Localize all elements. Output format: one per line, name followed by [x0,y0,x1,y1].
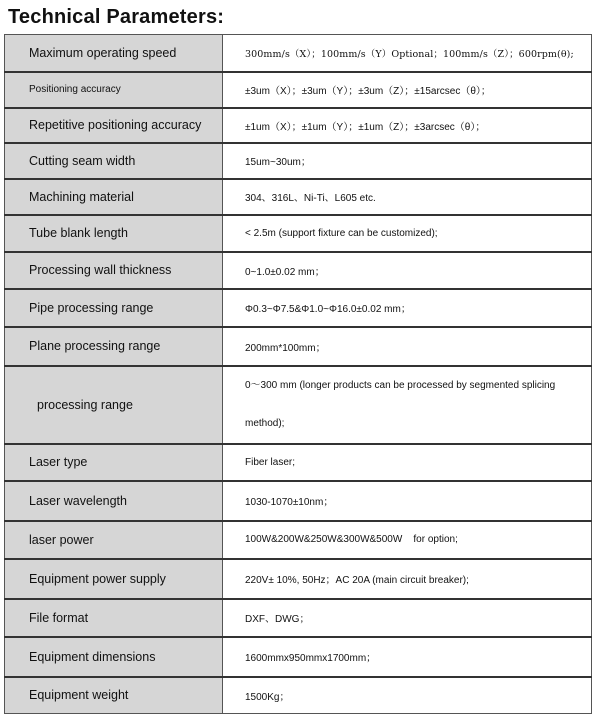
param-value: 220V± 10%, 50Hz；AC 20A (main circuit breaker); [223,559,592,599]
table-row [5,289,592,327]
param-label: Positioning accuracy [5,72,223,108]
table-row [5,327,592,366]
param-value: Φ0.3~Φ7.5&Φ1.0~Φ16.0±0.02 mm； [223,289,592,327]
table-row [5,108,592,143]
param-label: Pipe processing range [5,289,223,327]
param-value: ±1um（X）；±1um（Y）；±1um（Z）；±3arcsec（θ）； [223,108,592,143]
table-row [5,599,592,637]
param-label: File format [5,599,223,637]
table-row [5,559,592,599]
table-row [5,481,592,521]
param-value: 100W&200W&250W&300W&500W for option; [223,521,592,559]
param-value: ±3um（X）；±3um（Y）；±3um（Z）；±15arcsec（θ）； [223,72,592,108]
param-value: 0~1.0±0.02 mm； [223,252,592,289]
param-value: Fiber laser; [223,444,592,481]
param-label: processing range [5,366,223,444]
table-row [5,35,592,72]
param-value: 1600mmx950mmx1700mm； [223,637,592,677]
param-value: 200mm*100mm； [223,327,592,366]
param-value: < 2.5m (support fixture can be customized); [223,215,592,252]
table-row [5,252,592,289]
table-row [5,215,592,252]
param-value: 1030-1070±10nm； [223,481,592,521]
param-label: Laser type [5,444,223,481]
table-row [5,677,592,714]
param-label: Machining material [5,179,223,215]
param-label: Laser wavelength [5,481,223,521]
param-label: Tube blank length [5,215,223,252]
parameters-table [4,34,592,714]
param-value: 0～300 mm (longer products can be processed by segmented splicing method); [223,366,592,444]
param-label: Cutting seam width [5,143,223,179]
param-label: Processing wall thickness [5,252,223,289]
param-value: 300mm/s（X）；100mm/s（Y）Optional；100mm/s（Z）；600rpm(θ); [223,35,592,72]
table-row [5,179,592,215]
param-value: DXF、DWG； [223,599,592,637]
param-label: Equipment dimensions [5,637,223,677]
param-label: Plane processing range [5,327,223,366]
table-row [5,637,592,677]
param-value: 1500Kg； [223,677,592,714]
table-row [5,366,592,444]
page-title: Technical Parameters: [8,6,225,28]
table-row [5,72,592,108]
param-label: Equipment weight [5,677,223,714]
param-value: 304、316L、Ni-Ti、L605 etc. [223,179,592,215]
table-row [5,521,592,559]
param-label: Repetitive positioning accuracy [5,108,223,143]
param-value: 15um~30um； [223,143,592,179]
table-row [5,143,592,179]
param-label: laser power [5,521,223,559]
param-label: Maximum operating speed [5,35,223,72]
table-row [5,444,592,481]
param-label: Equipment power supply [5,559,223,599]
